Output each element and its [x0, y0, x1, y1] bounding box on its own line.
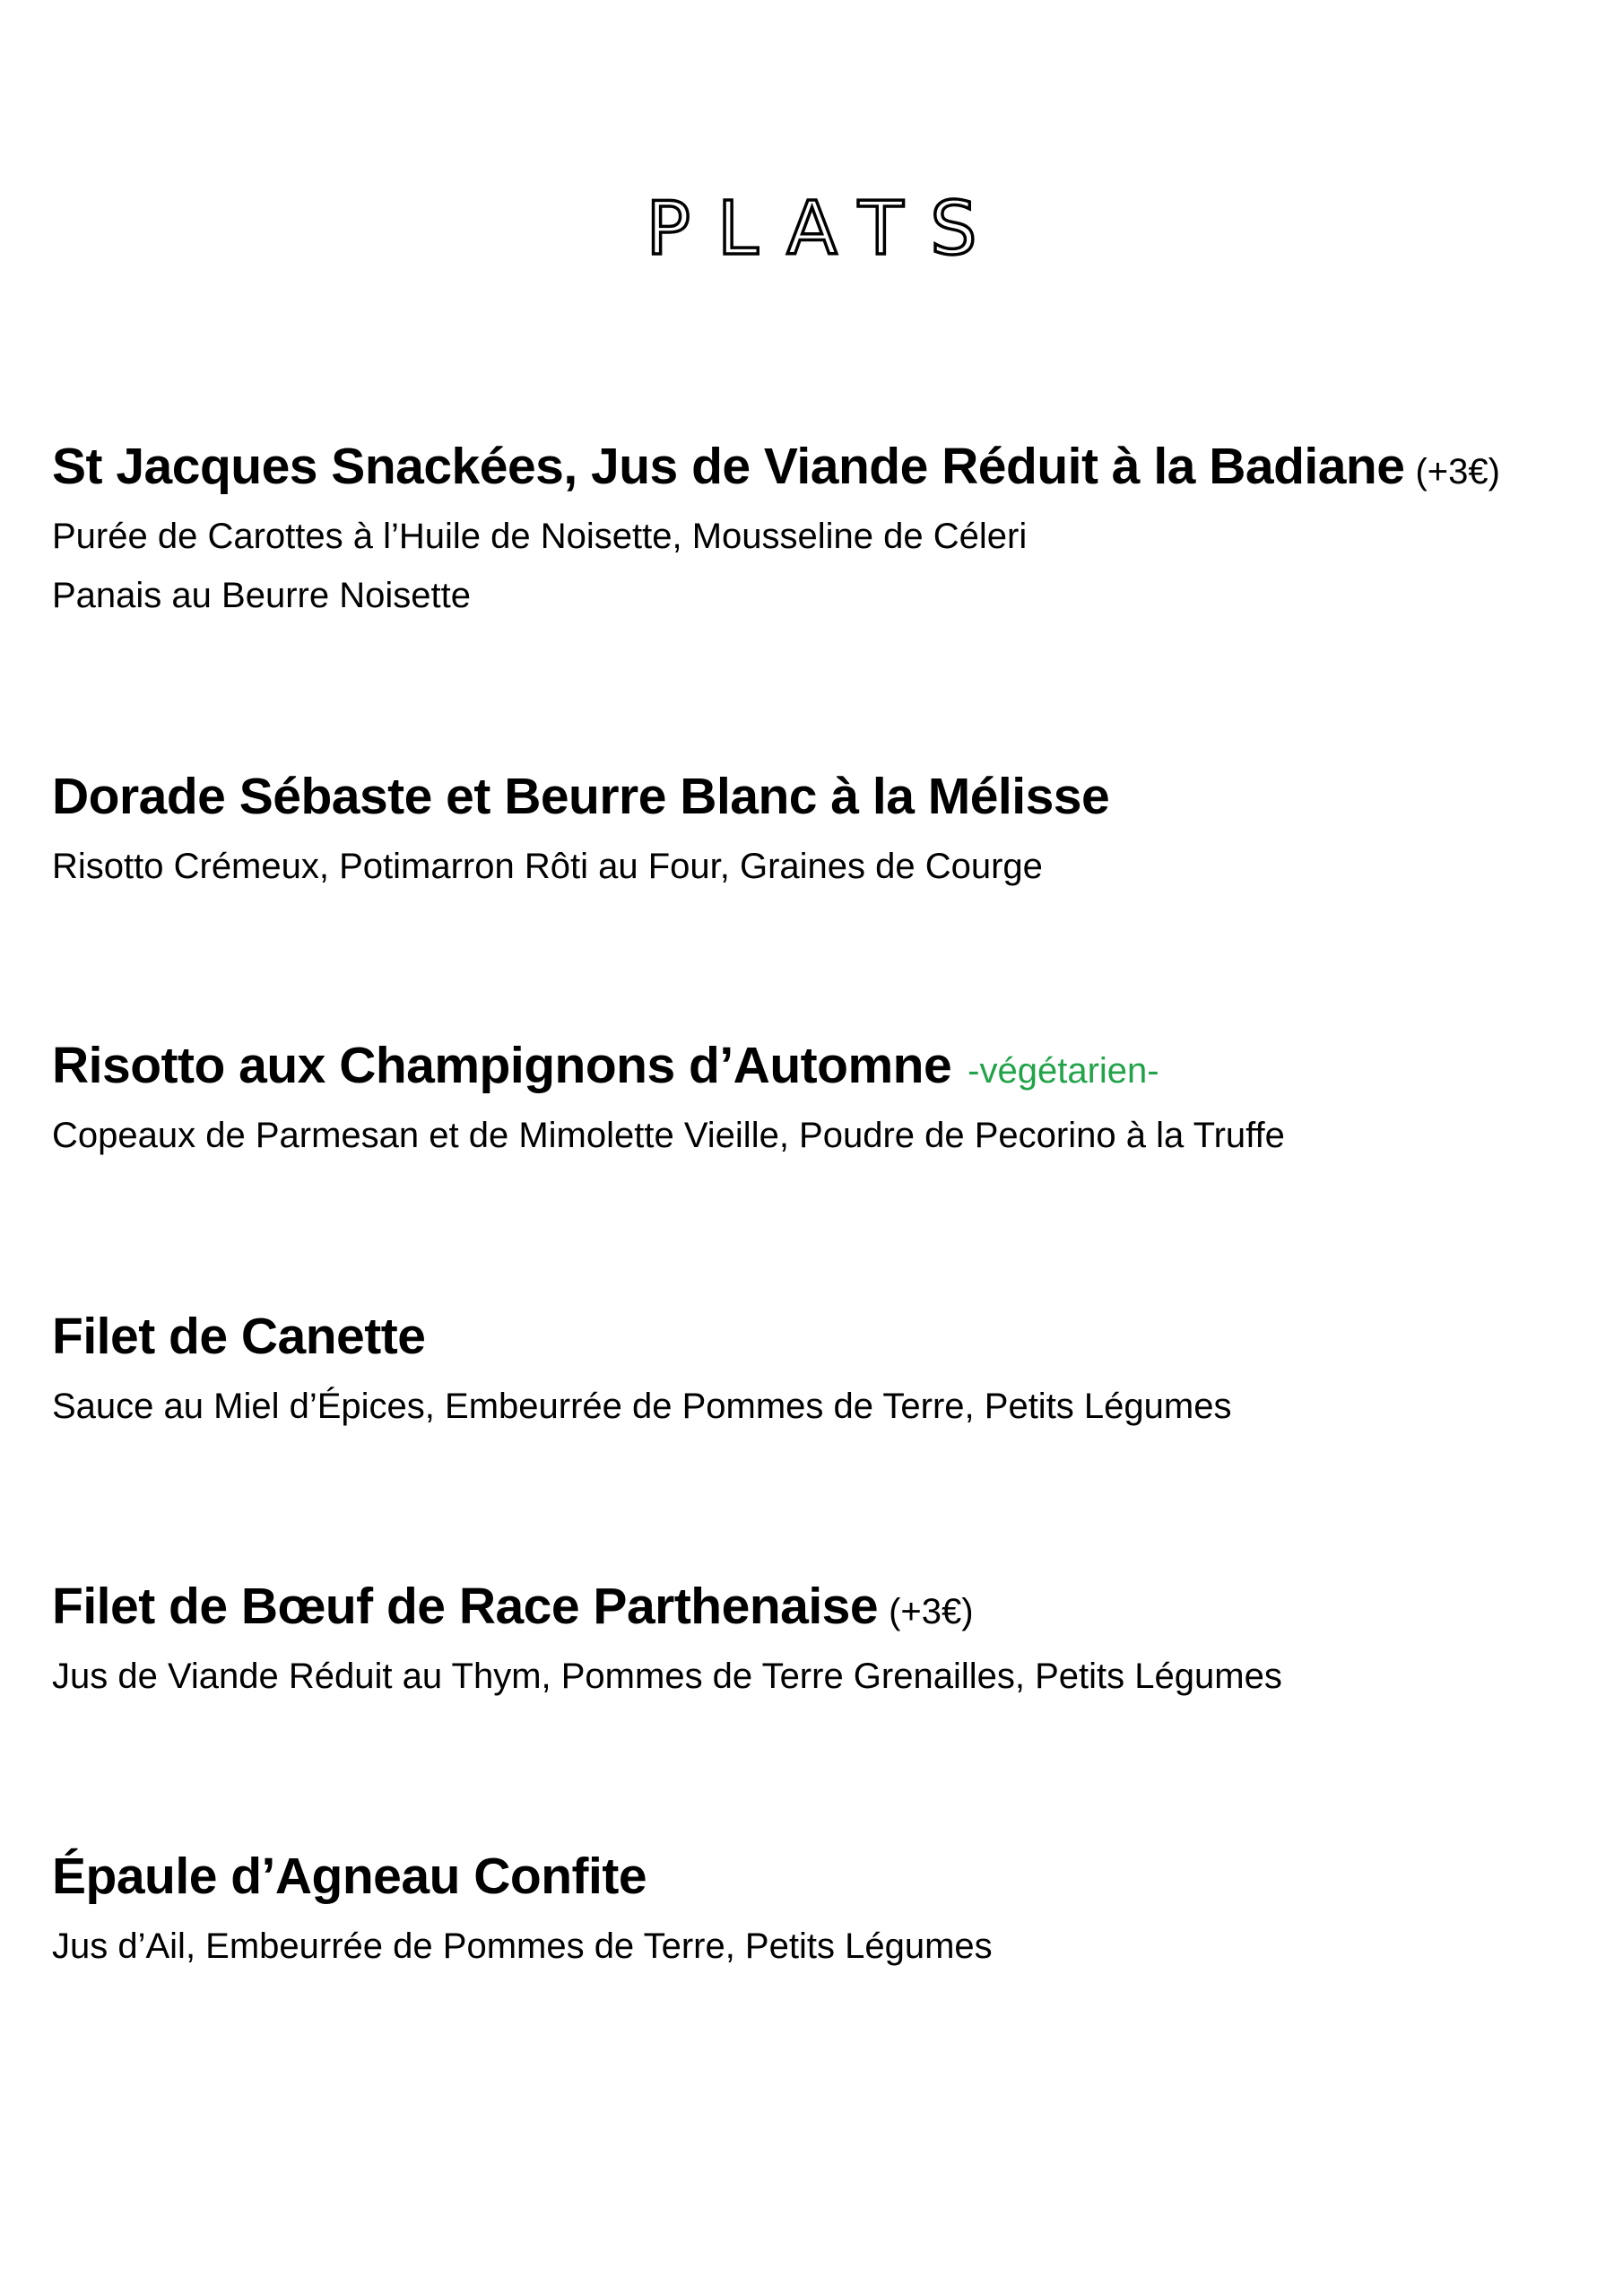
dish-name: Épaule d’Agneau Confite — [52, 1848, 647, 1905]
dish-description-line: Copeaux de Parmesan et de Mimolette Vieille, Poudre de Pecorino à la Truffe — [52, 1116, 1285, 1155]
dish-header — [52, 1578, 1576, 1635]
dish-name: Filet de Canette — [52, 1308, 426, 1365]
dish-header — [52, 1848, 1576, 1905]
dish-item — [52, 1037, 1576, 1165]
dish-description — [52, 1917, 1576, 1976]
vegetarian-tag: -végétarien- — [968, 1051, 1159, 1091]
dish-header — [52, 1308, 1576, 1365]
dish-item — [52, 768, 1576, 896]
dish-description — [52, 837, 1576, 896]
dish-description-line: Risotto Crémeux, Potimarron Rôti au Four, Graines de Courge — [52, 847, 1043, 886]
dish-item — [52, 1848, 1576, 1976]
dish-description — [52, 1377, 1576, 1436]
dish-supplement: (+3€) — [1415, 452, 1500, 491]
dish-name: Risotto aux Champignons d’Automne — [52, 1037, 952, 1094]
dish-header — [52, 768, 1576, 825]
dish-supplement: (+3€) — [889, 1592, 974, 1631]
dish-description-line: Jus d’Ail, Embeurrée de Pommes de Terre, Petits Légumes — [52, 1926, 993, 1966]
dish-header — [52, 438, 1576, 495]
dish-description-line: Panais au Beurre Noisette — [52, 576, 471, 615]
dish-description — [52, 1647, 1576, 1706]
dish-item — [52, 438, 1576, 625]
dish-name: Filet de Bœuf de Race Parthenaise — [52, 1578, 879, 1635]
dish-description — [52, 507, 1576, 625]
dish-description-line: Purée de Carottes à l’Huile de Noisette, Mousseline de Céleri — [52, 517, 1028, 556]
dish-description — [52, 1106, 1576, 1165]
dish-description-line: Jus de Viande Réduit au Thym, Pommes de Terre Grenailles, Petits Légumes — [52, 1657, 1282, 1696]
dish-item — [52, 1308, 1576, 1436]
section-title: PLATS — [646, 187, 1004, 272]
dish-name: St Jacques Snackées, Jus de Viande Réduit à la Badiane — [52, 438, 1405, 495]
dish-item — [52, 1578, 1576, 1706]
dish-name: Dorade Sébaste et Beurre Blanc à la Mélisse — [52, 768, 1110, 825]
dish-description-line: Sauce au Miel d’Épices, Embeurrée de Pommes de Terre, Petits Légumes — [52, 1387, 1232, 1426]
dish-header — [52, 1037, 1576, 1094]
